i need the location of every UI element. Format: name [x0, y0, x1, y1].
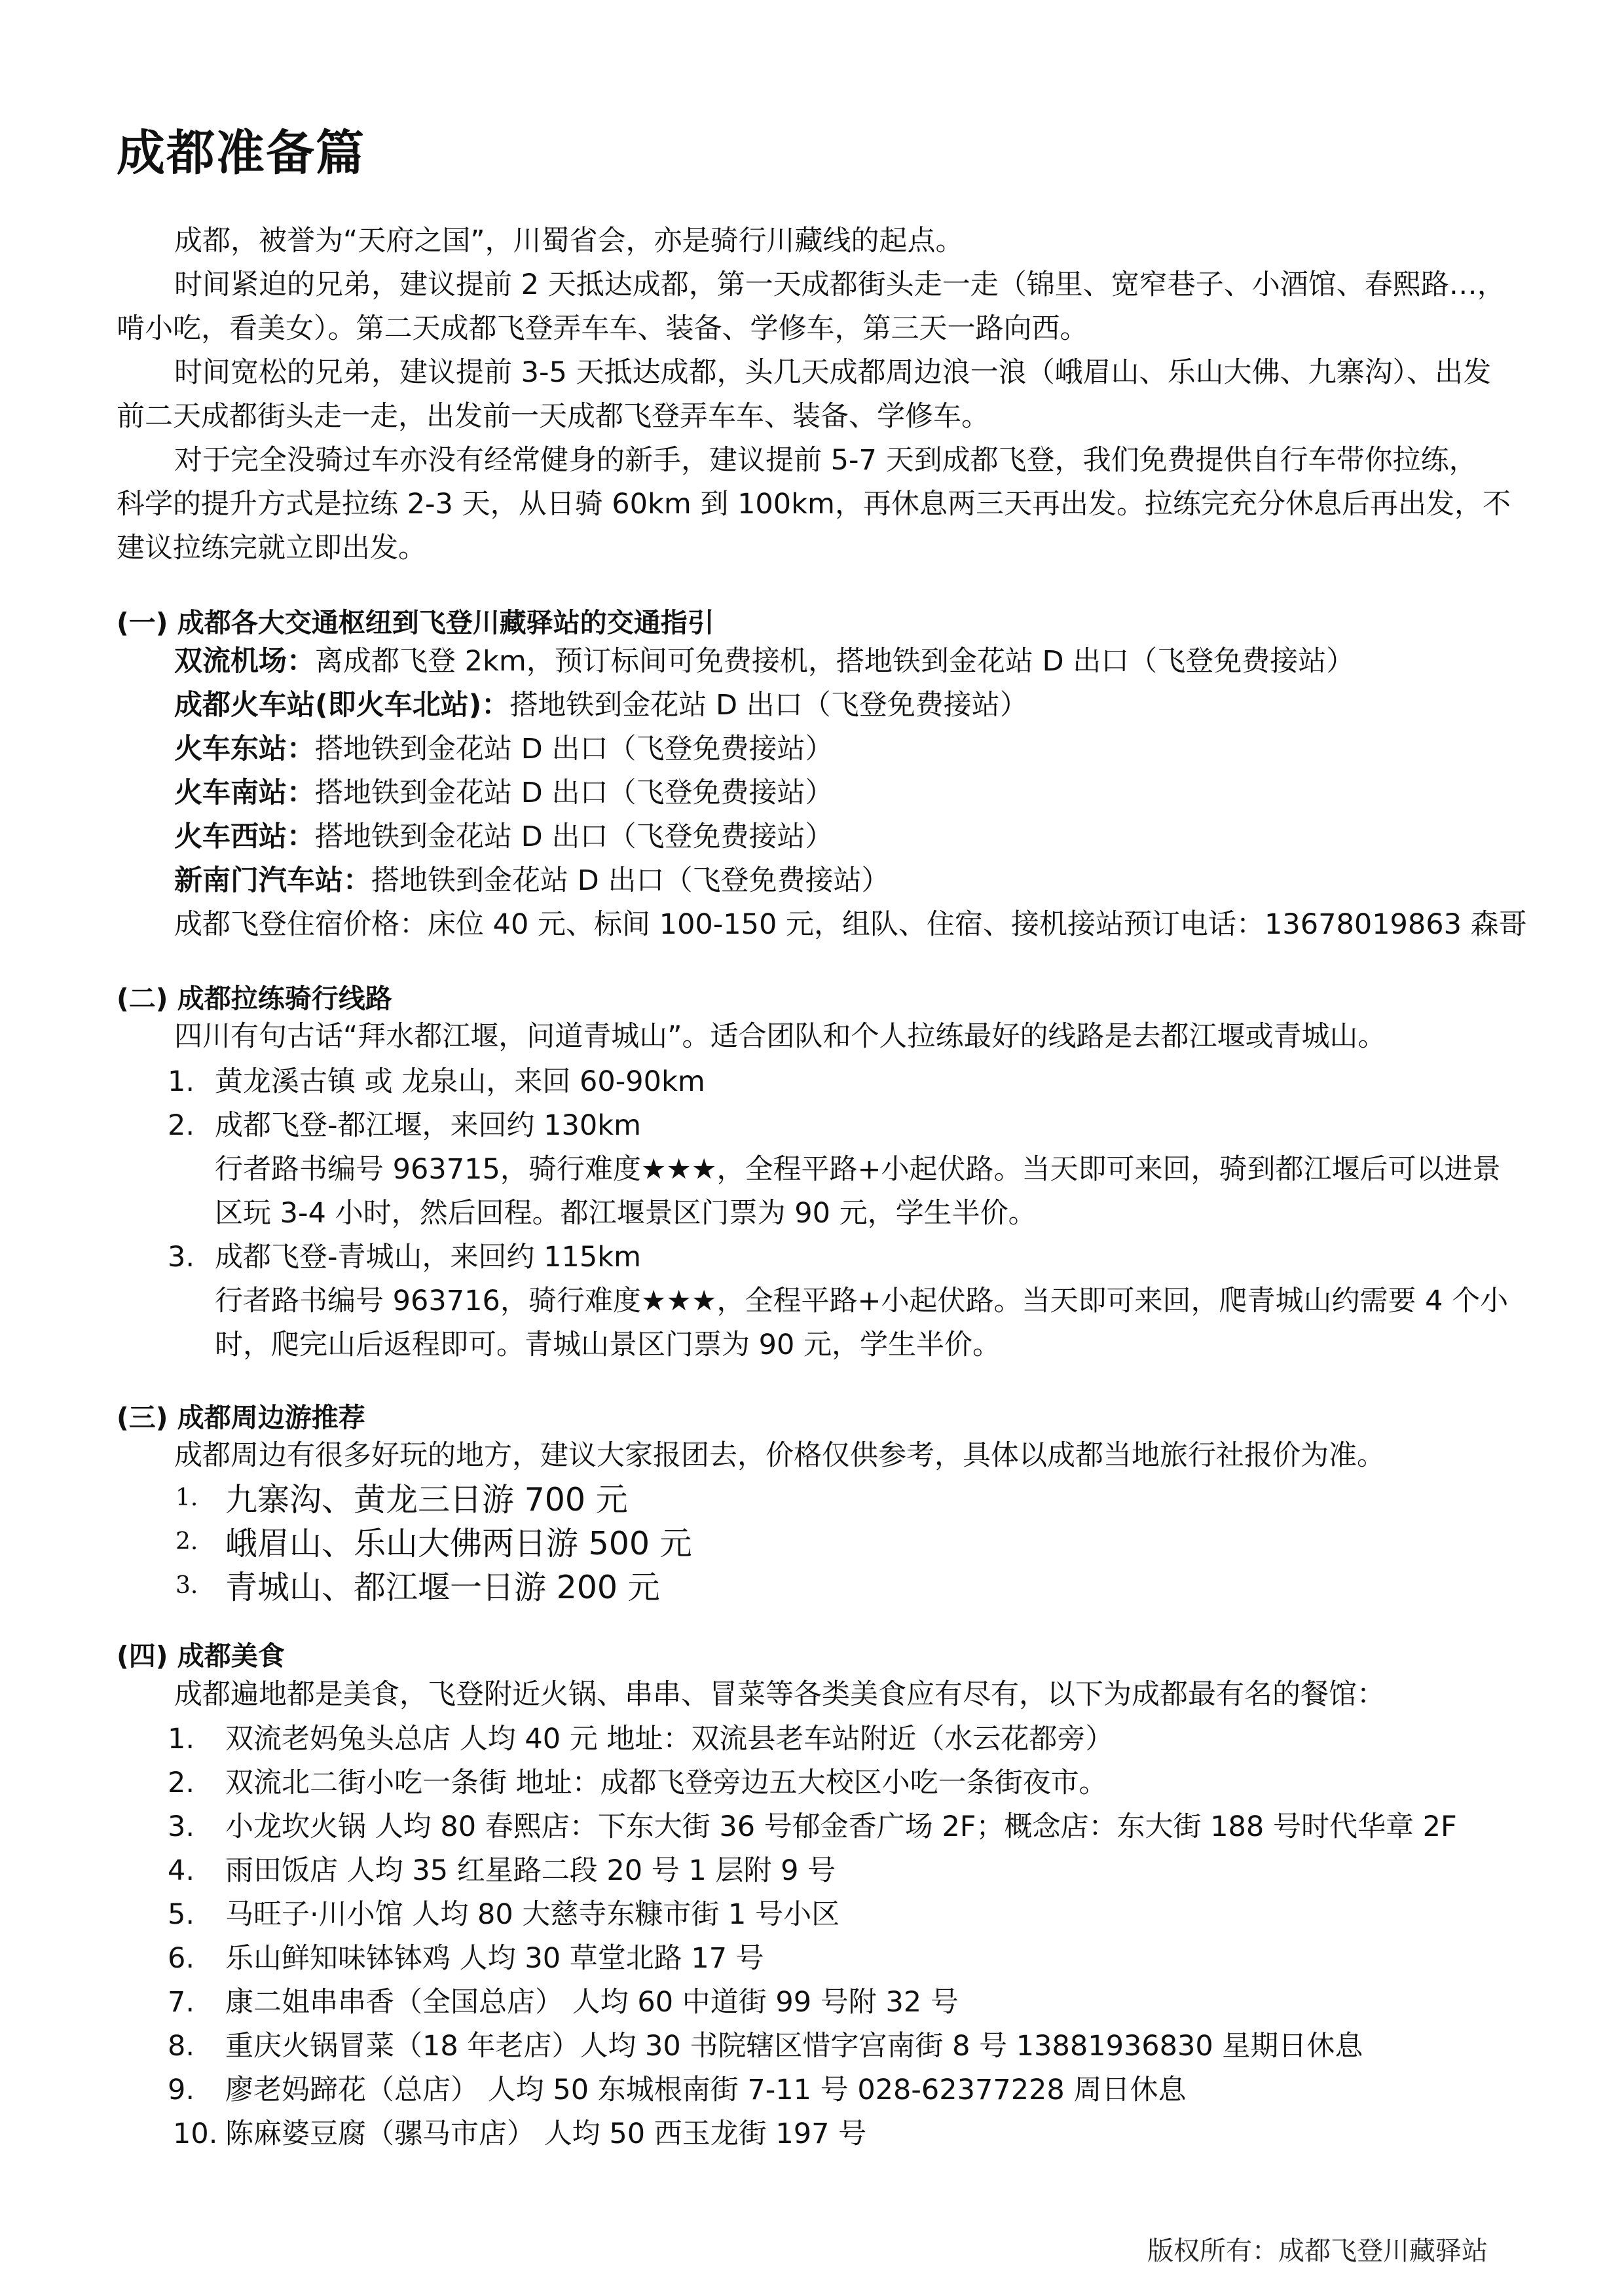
transport-name: 双流机场： — [174, 645, 315, 678]
tour-item: 峨眉山、乐山大佛两日游 500 元 — [225, 1525, 692, 1562]
transport-item — [174, 640, 1354, 684]
list-number: 3. — [168, 1241, 195, 1274]
restaurant-item: 重庆火锅冒菜（18 年老店）人均 30 书院辖区惜字宫南街 8 号 13881936830 星期日休息 — [225, 2030, 1363, 2063]
list-number: 6. — [168, 1942, 195, 1975]
list-number: 7. — [168, 1986, 195, 2019]
transport-text: 搭地铁到金花站 D 出口（飞登免费接站） — [509, 689, 1028, 722]
route-detail: 行者路书编号 963715，骑行难度★★★，全程平路+小起伏路。当天即可来回，骑到都江堰后可以进景 — [215, 1153, 1501, 1186]
list-number: 8. — [168, 2030, 195, 2063]
intro-line-4: 时间宽松的兄弟，建议提前 3-5 天抵达成都，头几天成都周边浪一浪（峨眉山、乐山大佛、九寨沟）、出发 — [174, 356, 1492, 389]
intro-line-2: 时间紧迫的兄弟，建议提前 2 天抵达成都，第一天成都街头走一走（锦里、宽窄巷子、小酒馆、春熙路…， — [174, 268, 1505, 301]
list-number: 3. — [168, 1810, 195, 1843]
restaurant-item: 小龙坎火锅 人均 80 春熙店：下东大街 36 号郁金香广场 2F；概念店：东大街 188 号时代华章 2F — [225, 1810, 1457, 1843]
tour-item: 九寨沟、黄龙三日游 700 元 — [225, 1481, 628, 1518]
transport-text: 搭地铁到金花站 D 出口（飞登免费接站） — [315, 820, 834, 853]
copyright-footer: 版权所有：成都飞登川藏驿站 — [1147, 2236, 1488, 2266]
list-number: 1. — [175, 1484, 198, 1511]
restaurant-item: 陈麻婆豆腐（骡马市店） 人均 50 西玉龙街 197 号 — [225, 2118, 867, 2150]
restaurant-item: 双流北二街小吃一条街 地址：成都飞登旁边五大校区小吃一条街夜市。 — [225, 1767, 1107, 1799]
list-number: 5. — [168, 1898, 195, 1931]
route-item: 黄龙溪古镇 或 龙泉山，来回 60-90km — [215, 1065, 705, 1098]
transport-item — [174, 684, 1028, 727]
section-4-intro: 成都遍地都是美食，飞登附近火锅、串串、冒菜等各类美食应有尽有，以下为成都最有名的餐馆： — [174, 1678, 1385, 1711]
list-number: 1. — [168, 1723, 195, 1755]
transport-name: 火车西站： — [174, 820, 315, 853]
list-number: 1. — [168, 1065, 195, 1098]
restaurant-item: 马旺子·川小馆 人均 80 大慈寺东糠市街 1 号小区 — [225, 1898, 840, 1931]
list-number: 2. — [168, 1109, 195, 1142]
list-number: 2. — [175, 1528, 198, 1555]
list-number: 3. — [175, 1572, 198, 1599]
section-2-intro: 四川有句古话“拜水都江堰，问道青城山”。适合团队和个人拉练最好的线路是去都江堰或青城山。 — [174, 1020, 1386, 1053]
restaurant-item: 雨田饭店 人均 35 红星路二段 20 号 1 层附 9 号 — [225, 1854, 836, 1887]
route-item: 成都飞登-青城山，来回约 115km — [215, 1241, 642, 1274]
transport-text: 离成都飞登 2km，预订标间可免费接机，搭地铁到金花站 D 出口（飞登免费接站） — [315, 645, 1355, 678]
route-detail: 行者路书编号 963716，骑行难度★★★，全程平路+小起伏路。当天即可来回，爬青城山约需要 4 个小 — [215, 1285, 1509, 1317]
intro-line-5: 前二天成都街头走一走，出发前一天成都飞登弄车车、装备、学修车。 — [117, 400, 989, 433]
transport-name: 火车南站： — [174, 777, 315, 809]
restaurant-item: 廖老妈蹄花（总店） 人均 50 东城根南街 7-11 号 028-62377228 周日休息 — [225, 2074, 1187, 2106]
intro-line-8: 建议拉练完就立即出发。 — [117, 532, 426, 564]
list-number: 4. — [168, 1854, 195, 1887]
section-3-heading: (三) 成都周边游推荐 — [117, 1402, 365, 1433]
intro-line-6: 对于完全没骑过车亦没有经常健身的新手，建议提前 5-7 天到成都飞登，我们免费提供自行车带你拉练， — [174, 444, 1477, 477]
transport-text: 搭地铁到金花站 D 出口（飞登免费接站） — [371, 864, 890, 897]
transport-text: 搭地铁到金花站 D 出口（飞登免费接站） — [315, 777, 834, 809]
transport-item — [174, 815, 833, 859]
intro-line-7: 科学的提升方式是拉练 2-3 天，从日骑 60km 到 100km，再休息两三天再出发。拉练完充分休息后再出发，不 — [117, 488, 1511, 521]
route-detail: 区玩 3-4 小时，然后回程。都江堰景区门票为 90 元，学生半价。 — [215, 1197, 1037, 1230]
route-item: 成都飞登-都江堰，来回约 130km — [215, 1109, 642, 1142]
section-4-heading: (四) 成都美食 — [117, 1640, 285, 1672]
transport-item — [174, 727, 833, 771]
transport-item — [174, 771, 833, 815]
transport-name: 新南门汽车站： — [174, 864, 371, 897]
restaurant-item: 乐山鲜知味钵钵鸡 人均 30 草堂北路 17 号 — [225, 1942, 764, 1975]
list-number: 10. — [173, 2118, 218, 2150]
transport-name: 火车东站： — [174, 733, 315, 765]
list-number: 9. — [168, 2074, 195, 2106]
list-number: 2. — [168, 1767, 195, 1799]
restaurant-item: 康二姐串串香（全国总店） 人均 60 中道街 99 号附 32 号 — [225, 1986, 959, 2019]
intro-line-3: 啃小吃，看美女）。第二天成都飞登弄车车、装备、学修车，第三天一路向西。 — [117, 312, 1088, 345]
tour-item: 青城山、都江堰一日游 200 元 — [225, 1569, 660, 1606]
page-title: 成都准备篇 — [117, 125, 365, 181]
transport-name: 成都火车站(即火车北站)： — [174, 689, 510, 722]
transport-item — [174, 859, 889, 903]
route-detail: 时，爬完山后返程即可。青城山景区门票为 90 元，学生半价。 — [215, 1329, 1001, 1361]
section-1-heading: (一) 成都各大交通枢纽到飞登川藏驿站的交通指引 — [117, 607, 714, 638]
section-2-heading: (二) 成都拉练骑行线路 — [117, 983, 392, 1014]
intro-line-1: 成都，被誉为“天府之国”，川蜀省会，亦是骑行川藏线的起点。 — [174, 225, 964, 257]
transport-text: 搭地铁到金花站 D 出口（飞登免费接站） — [315, 733, 834, 765]
section-3-intro: 成都周边有很多好玩的地方，建议大家报团去，价格仅供参考，具体以成都当地旅行社报价为准。 — [174, 1439, 1385, 1472]
restaurant-item: 双流老妈兔头总店 人均 40 元 地址：双流县老车站附近（水云花都旁） — [225, 1723, 1114, 1755]
lodging-price: 成都飞登住宿价格：床位 40 元、标间 100-150 元，组队、住宿、接机接站预订电话：13678019863 森哥 — [174, 908, 1527, 941]
